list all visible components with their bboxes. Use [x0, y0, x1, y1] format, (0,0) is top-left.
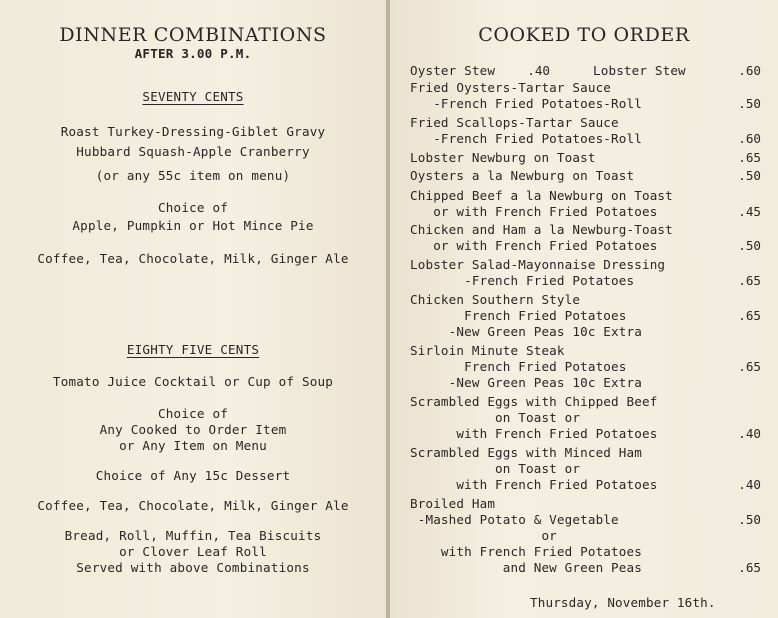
menu-item-line: -French Fried Potatoes-Roll	[410, 96, 642, 111]
menu-item-line: on Toast or	[410, 461, 581, 476]
eighty-five-drinks: Coffee, Tea, Chocolate, Milk, Ginger Ale	[37, 498, 349, 513]
menu-item-line: -Mashed Potato & Vegetable	[410, 512, 619, 527]
eighty-five-choice-line-1: Any Cooked to Order Item	[99, 422, 287, 437]
seventy-choice-line: Apple, Pumpkin or Hot Mince Pie	[72, 218, 314, 233]
menu-item-line: with French Fried Potatoes	[410, 544, 642, 559]
seventy-line-3: (or any 55c item on menu)	[95, 168, 291, 183]
menu-item-line: Chicken Southern Style	[410, 292, 581, 307]
menu-item-line: with French Fried Potatoes	[410, 426, 658, 441]
seventy-drinks: Coffee, Tea, Chocolate, Milk, Ginger Ale	[37, 251, 349, 266]
menu-item-line: Lobster Salad-Mayonnaise Dressing	[410, 257, 666, 272]
menu-item-line: Sirloin Minute Steak	[410, 343, 565, 358]
menu-item-price: .60	[738, 131, 761, 146]
menu-item-price: .40	[738, 477, 761, 492]
menu-item-line: Scrambled Eggs with Minced Ham	[410, 445, 642, 460]
menu-item-price: .65	[738, 560, 761, 575]
menu-item-line: Chicken and Ham a la Newburg-Toast	[410, 222, 673, 237]
menu-item-price: .65	[738, 359, 761, 374]
menu-item-price: .50	[738, 238, 761, 253]
seventy-cents-heading: SEVENTY CENTS	[142, 89, 244, 104]
lobster-stew: Lobster Stew	[593, 63, 686, 78]
menu-item-price: .50	[738, 512, 761, 527]
eighty-five-dessert: Choice of Any 15c Dessert	[95, 468, 291, 483]
menu-item-line: or	[410, 528, 557, 543]
menu-item-line: -New Green Peas 10c Extra	[410, 324, 642, 339]
right-title: COOKED TO ORDER	[478, 24, 690, 46]
menu-item-line: and New Green Peas	[410, 560, 642, 575]
menu-item-line: Broiled Ham	[410, 496, 496, 511]
seventy-choice-heading: Choice of	[157, 200, 229, 215]
oyster-stew: Oyster Stew	[410, 63, 496, 78]
bread-line-3: Served with above Combinations	[76, 560, 310, 575]
menu-item-line: -French Fried Potatoes	[410, 273, 635, 288]
left-subtitle: AFTER 3.00 P.M.	[134, 46, 252, 61]
menu-item-line: -New Green Peas 10c Extra	[410, 375, 642, 390]
eighty-five-choice-heading: Choice of	[157, 406, 229, 421]
menu-item-line: with French Fried Potatoes	[410, 477, 658, 492]
menu-item-line: Oysters a la Newburg on Toast	[410, 168, 635, 183]
eighty-five-line-1: Tomato Juice Cocktail or Cup of Soup	[52, 374, 334, 389]
menu-item-line: -French Fried Potatoes-Roll	[410, 131, 642, 146]
seventy-line-2: Hubbard Squash-Apple Cranberry	[76, 144, 310, 159]
left-title: DINNER COMBINATIONS	[59, 24, 327, 46]
menu-item-price: .65	[738, 273, 761, 288]
menu-item-price: .50	[738, 168, 761, 183]
bread-line-2: or Clover Leaf Roll	[119, 544, 267, 559]
menu-item-line: French Fried Potatoes	[410, 359, 627, 374]
menu-item-line: Lobster Newburg on Toast	[410, 150, 596, 165]
menu-item-price: .50	[738, 96, 761, 111]
menu-item-line: or with French Fried Potatoes	[410, 238, 658, 253]
bread-line-1: Bread, Roll, Muffin, Tea Biscuits	[64, 528, 322, 543]
menu-item-price: .45	[738, 204, 761, 219]
menu-item-line: French Fried Potatoes	[410, 308, 627, 323]
menu-item-line: Fried Scallops-Tartar Sauce	[410, 115, 619, 130]
menu-date: Thursday, November 16th.	[530, 595, 716, 610]
eighty-five-cents-heading: EIGHTY FIVE CENTS	[126, 342, 260, 357]
lobster-stew-price: .60	[738, 63, 761, 78]
menu-item-price: .65	[738, 308, 761, 323]
seventy-line-1: Roast Turkey-Dressing-Giblet Gravy	[60, 124, 326, 139]
menu-item-line: or with French Fried Potatoes	[410, 204, 658, 219]
menu-item-line: Scrambled Eggs with Chipped Beef	[410, 394, 658, 409]
menu-item-line: Fried Oysters-Tartar Sauce	[410, 80, 612, 95]
menu-item-line: on Toast or	[410, 410, 581, 425]
menu-item-line: Chipped Beef a la Newburg on Toast	[410, 188, 673, 203]
menu-item-price: .40	[738, 426, 761, 441]
eighty-five-choice-line-2: or Any Item on Menu	[119, 438, 267, 453]
oyster-stew-price: .40	[527, 63, 550, 78]
menu-item-price: .65	[738, 150, 761, 165]
